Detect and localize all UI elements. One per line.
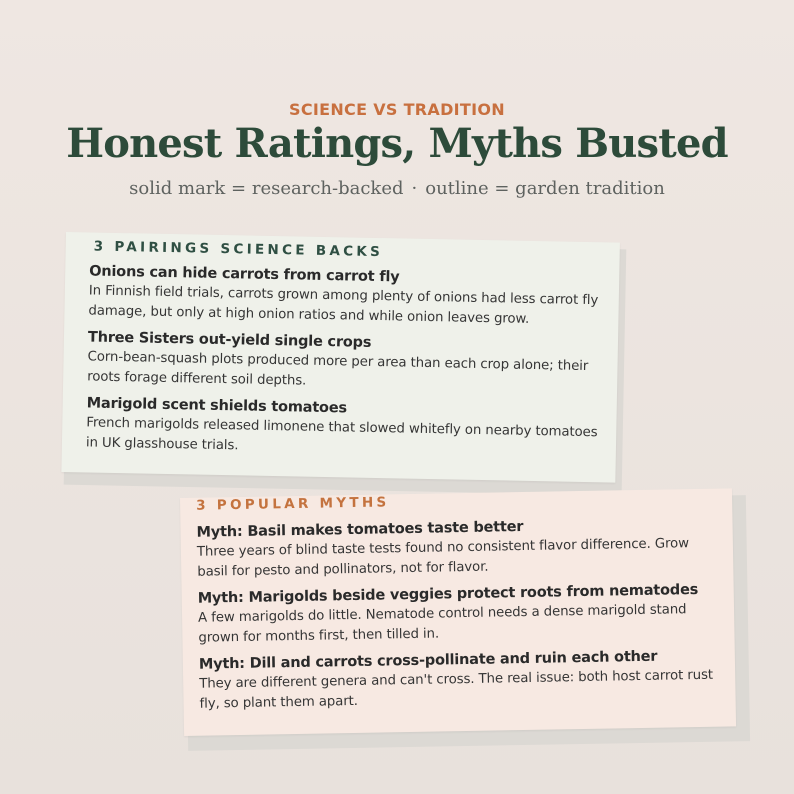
science-item-title: Onions can hide carrots from carrot fly [89,263,400,286]
science-item-title: Three Sisters out-yield single crops [87,329,372,351]
myth-card [180,488,736,736]
science-item-body: In Finnish field trials, carrots grown among plenty of onions had less carrot fly damage, but only at high onion ratios and while onion leaves grow. [88,283,599,327]
page-title: Honest Ratings, Myths Busted [66,120,728,167]
myth-card-heading: 3 POPULAR MYTHS [195,494,390,514]
eyebrow-label: SCIENCE VS TRADITION [289,100,505,119]
science-card [61,232,620,483]
myth-item [199,646,722,715]
myth-item-title: Myth: Marigolds beside veggies protect roots from nematodes [197,581,699,607]
subtitle-solid-legend: solid mark = research-backed [129,178,404,199]
science-item [87,327,604,397]
myth-item-title: Myth: Dill and carrots cross-pollinate and ruin each other [198,648,658,673]
science-item-body: French marigolds released limonene that slowed whitefly on nearby tomatoes in UK glasshouse trials. [85,415,598,454]
myth-item-body: A few marigolds do little. Nematode control needs a dense marigold stand grown for months first, then tilled in. [197,602,687,646]
myth-item-body: Three years of blind taste tests found no consistent flavor difference. Grow basil for pesto and pollinators, not for flavor. [196,536,690,580]
myth-item-title: Myth: Basil makes tomatoes taste better [196,519,524,541]
subtitle-separator: · [411,178,418,199]
science-item-title: Marigold scent shields tomatoes [86,395,347,417]
subtitle [0,178,794,199]
myth-item [198,580,721,649]
science-item [86,393,603,463]
myth-item [196,514,719,583]
science-item [88,261,605,331]
myth-item-body: They are different genera and can't cross. The real issue: both host carrot rust fly, so plant them apart. [199,667,714,712]
science-card-heading: 3 PAIRINGS SCIENCE BACKS [93,238,384,261]
subtitle-outline-legend: outline = garden tradition [425,178,665,199]
science-item-body: Corn-bean-squash plots produced more per area than each crop alone; their roots forage different soil depths. [87,349,589,389]
